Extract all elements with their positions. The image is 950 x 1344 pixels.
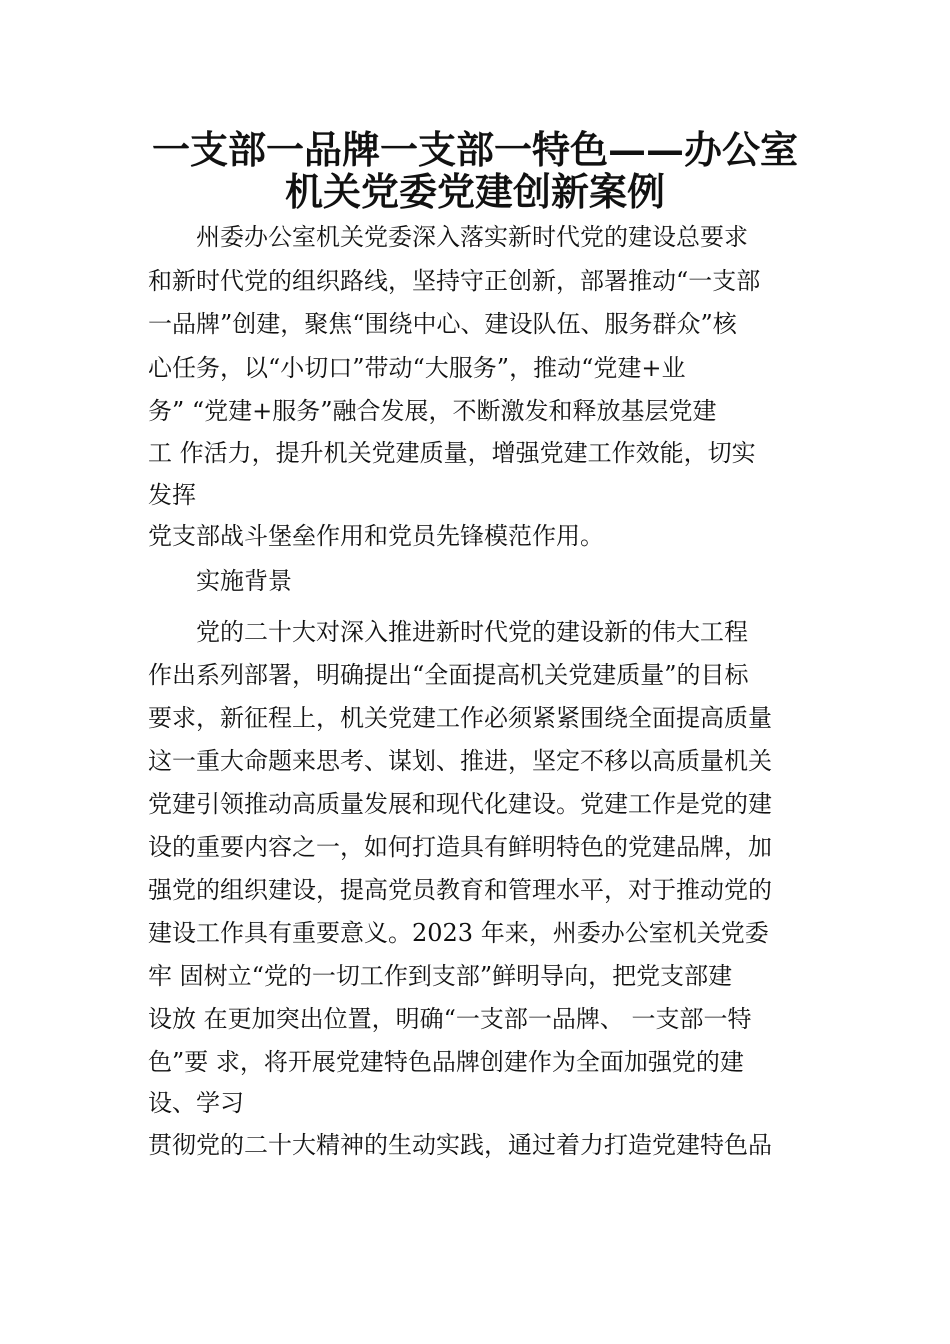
body-line: 色”要 求，将开展党建特色品牌创建作为全面加强党的建 — [148, 1048, 744, 1076]
body-line: 牢 固树立“党的一切工作到支部”鲜明导向，把党支部建 — [148, 962, 733, 990]
body-line: 建设工作具有重要意义。2023 年来，州委办公室机关党委 — [148, 919, 769, 947]
body-line: 要求，新征程上，机关党建工作必须紧紧围绕全面提高质量 — [148, 704, 772, 732]
body-line: 心任务，以“小切口”带动“大服务”，推动“党建+业 — [148, 354, 686, 382]
body-line: 强党的组织建设，提高党员教育和管理水平，对于推动党的 — [148, 876, 772, 904]
body-line: 和新时代党的组织路线，坚持守正创新，部署推动“一支部 — [148, 267, 761, 295]
body-line: 党支部战斗堡垒作用和党员先锋模范作用。 — [148, 522, 604, 550]
document-title-line-2: 机关党委党建创新案例 — [284, 169, 665, 214]
body-line: 贯彻党的二十大精神的生动实践，通过着力打造党建特色品 — [148, 1131, 772, 1159]
body-line: 设放 在更加突出位置，明确“一支部一品牌、 一支部一特 — [148, 1005, 752, 1033]
body-line: 工 作活力，提升机关党建质量，增强党建工作效能，切实 — [148, 439, 756, 467]
body-line: 作出系列部署，明确提出“全面提高机关党建质量”的目标 — [148, 661, 749, 689]
body-line: 设的重要内容之一，如何打造具有鲜明特色的党建品牌，加 — [148, 833, 772, 861]
body-line: 州委办公室机关党委深入落实新时代党的建设总要求 — [148, 223, 748, 251]
section-heading: 实施背景 — [148, 567, 292, 595]
body-line: 党的二十大对深入推进新时代党的建设新的伟大工程 — [148, 618, 748, 646]
body-line: 务” “党建+服务”融合发展，不断激发和释放基层党建 — [148, 397, 717, 425]
body-line: 发挥 — [148, 481, 196, 509]
body-line: 设、学习 — [148, 1089, 244, 1117]
body-line: 一品牌”创建，聚焦“围绕中心、建设队伍、服务群众”核 — [148, 310, 737, 338]
document-title-line-1: 一支部一品牌一支部一特色——办公室 — [151, 127, 798, 172]
body-line: 党建引领推动高质量发展和现代化建设。党建工作是党的建 — [148, 790, 772, 818]
body-line: 这一重大命题来思考、谋划、推进，坚定不移以高质量机关 — [148, 747, 772, 775]
